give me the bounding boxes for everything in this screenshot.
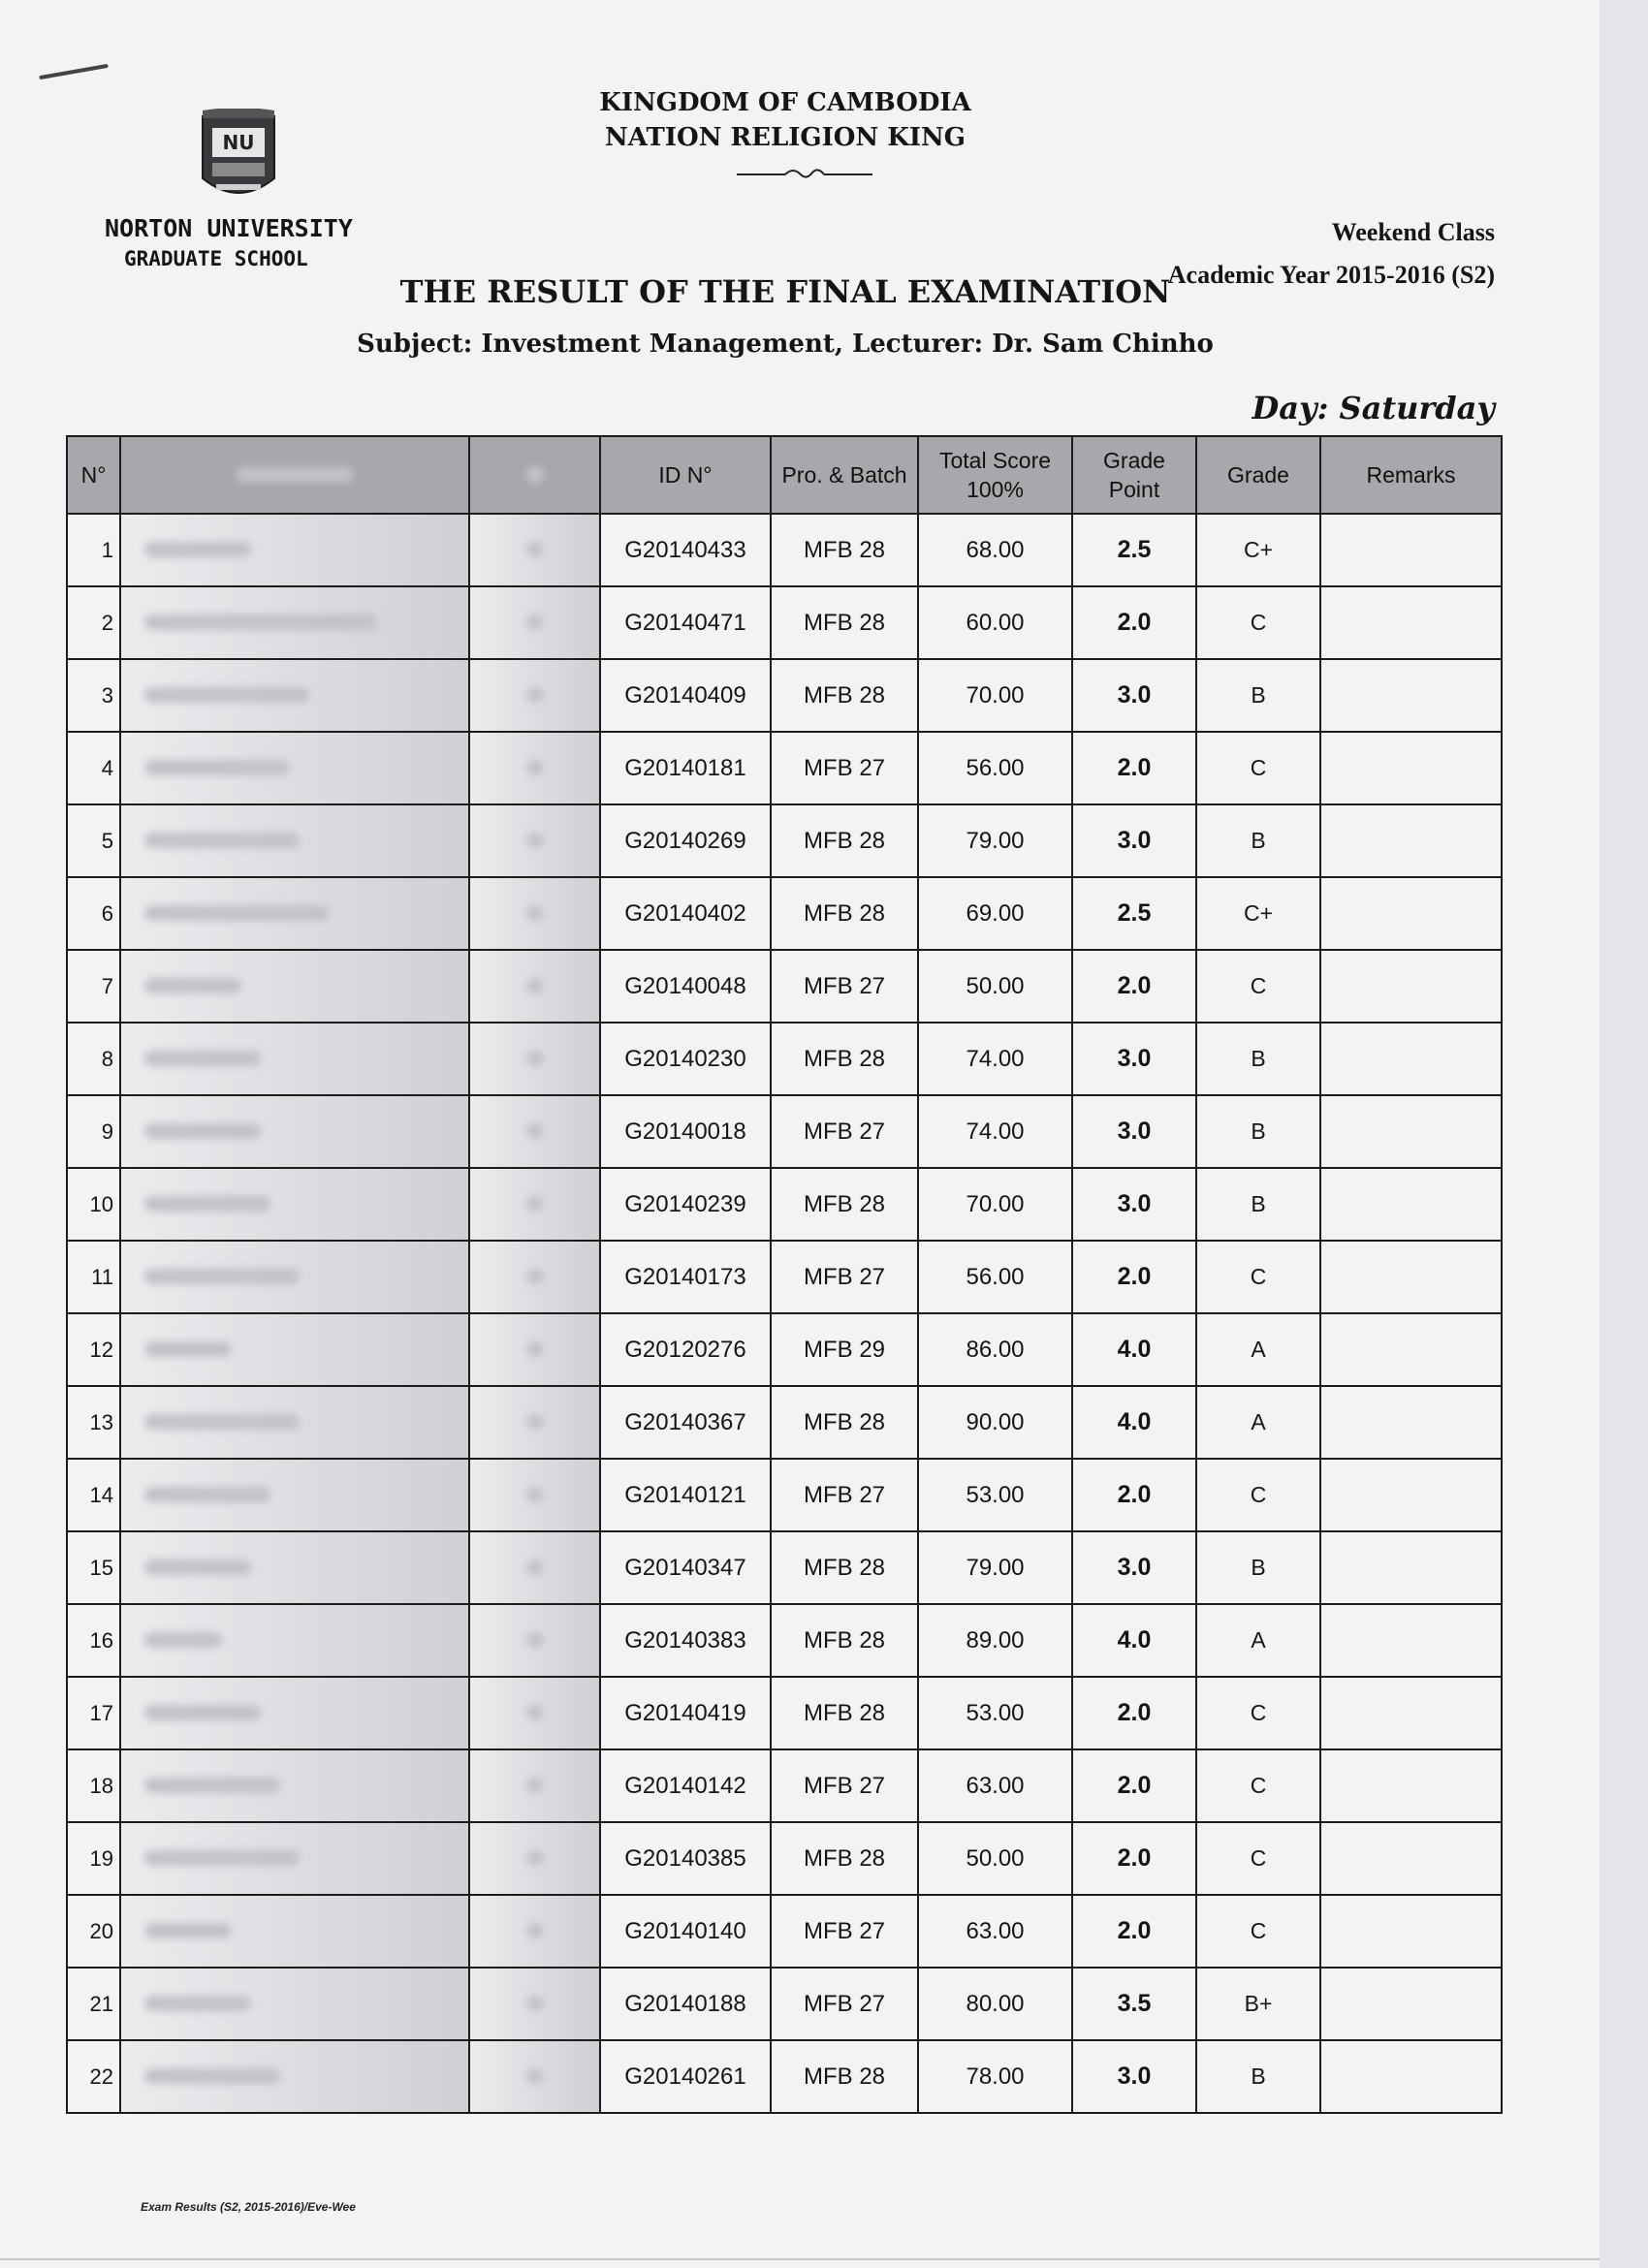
cell-grade: B [1196, 659, 1320, 732]
table-row [67, 1677, 1502, 1749]
cell-remarks [1320, 732, 1502, 804]
redacted-sex-blur [526, 1123, 544, 1139]
cell-batch: MFB 27 [771, 1749, 918, 1822]
redacted-sex-blur [526, 1341, 544, 1357]
cell-grade: B [1196, 1023, 1320, 1095]
redacted-name-blur [144, 1850, 300, 1866]
cell-grade-point: 2.0 [1072, 1677, 1196, 1749]
cell-redacted-name [120, 950, 469, 1023]
cell-id: G20140385 [600, 1822, 771, 1895]
col-header-grade: Grade [1196, 436, 1320, 514]
cell-redacted-sex [469, 1241, 600, 1313]
cell-no: 11 [67, 1241, 120, 1313]
redacted-sex-blur [526, 1269, 544, 1284]
cell-grade: C [1196, 586, 1320, 659]
cell-remarks [1320, 877, 1502, 950]
cell-redacted-sex [469, 2040, 600, 2113]
cell-grade-point: 3.0 [1072, 1023, 1196, 1095]
cell-batch: MFB 27 [771, 1241, 918, 1313]
cell-redacted-name [120, 1968, 469, 2040]
university-name: NORTON UNIVERSITY [105, 214, 353, 242]
cell-batch: MFB 28 [771, 804, 918, 877]
svg-text:NU: NU [222, 131, 255, 154]
cell-score: 70.00 [918, 659, 1072, 732]
cell-grade: C [1196, 1895, 1320, 1968]
cell-remarks [1320, 1386, 1502, 1459]
cell-batch: MFB 28 [771, 1677, 918, 1749]
cell-redacted-sex [469, 1023, 600, 1095]
cell-id: G20140181 [600, 732, 771, 804]
cell-remarks [1320, 1895, 1502, 1968]
cell-batch: MFB 28 [771, 2040, 918, 2113]
cell-batch: MFB 27 [771, 732, 918, 804]
redacted-name-blur [144, 978, 241, 993]
cell-remarks [1320, 1023, 1502, 1095]
table-row [67, 804, 1502, 877]
results-body [67, 514, 1502, 2113]
cell-redacted-sex [469, 950, 600, 1023]
cell-redacted-name [120, 1313, 469, 1386]
cell-id: G20140230 [600, 1023, 771, 1095]
redacted-sex-blur [526, 1559, 544, 1575]
cell-redacted-name [120, 1023, 469, 1095]
cell-grade: C [1196, 1822, 1320, 1895]
cell-score: 69.00 [918, 877, 1072, 950]
cell-grade: C [1196, 732, 1320, 804]
cell-redacted-name [120, 514, 469, 586]
cell-no: 12 [67, 1313, 120, 1386]
table-row [67, 1895, 1502, 1968]
cell-score: 50.00 [918, 950, 1072, 1023]
table-row [67, 1023, 1502, 1095]
cell-redacted-sex [469, 1604, 600, 1677]
cell-no: 4 [67, 732, 120, 804]
cell-id: G20140471 [600, 586, 771, 659]
cell-no: 7 [67, 950, 120, 1023]
cell-redacted-name [120, 1749, 469, 1822]
redacted-sex-blur [526, 1051, 544, 1066]
cell-no: 16 [67, 1604, 120, 1677]
cell-id: G20120276 [600, 1313, 771, 1386]
col-header-id: ID N° [600, 436, 771, 514]
cell-redacted-sex [469, 1895, 600, 1968]
flourish-ornament [737, 165, 872, 180]
table-header-row [67, 436, 1502, 514]
cell-id: G20140142 [600, 1749, 771, 1822]
cell-remarks [1320, 1749, 1502, 1822]
cell-no: 14 [67, 1459, 120, 1531]
cell-grade-point: 2.0 [1072, 1241, 1196, 1313]
cell-grade-point: 3.0 [1072, 2040, 1196, 2113]
cell-score: 56.00 [918, 1241, 1072, 1313]
cell-redacted-name [120, 1677, 469, 1749]
redacted-sex-blur [526, 1923, 544, 1938]
redacted-name-blur [144, 687, 309, 703]
table-row [67, 1604, 1502, 1677]
cell-batch: MFB 28 [771, 1531, 918, 1604]
cell-score: 56.00 [918, 732, 1072, 804]
cell-remarks [1320, 2040, 1502, 2113]
redacted-sex-blur [526, 687, 544, 703]
table-row [67, 1749, 1502, 1822]
redacted-sex-blur [526, 978, 544, 993]
cell-id: G20140048 [600, 950, 771, 1023]
cell-remarks [1320, 1677, 1502, 1749]
col-header-total-score [918, 436, 1072, 514]
table-row [67, 1095, 1502, 1168]
cell-grade-point: 3.0 [1072, 659, 1196, 732]
redacted-name-blur [144, 1632, 222, 1648]
redacted-sex-blur [526, 833, 544, 848]
cell-redacted-name [120, 1531, 469, 1604]
cell-redacted-name [120, 1241, 469, 1313]
cell-grade-point: 3.0 [1072, 1531, 1196, 1604]
redacted-sex-blur [526, 1778, 544, 1793]
table-row [67, 1822, 1502, 1895]
cell-grade-point: 2.5 [1072, 514, 1196, 586]
cell-batch: MFB 28 [771, 1386, 918, 1459]
table-row [67, 1241, 1502, 1313]
cell-remarks [1320, 1968, 1502, 2040]
cell-grade: B [1196, 1095, 1320, 1168]
cell-score: 86.00 [918, 1313, 1072, 1386]
cell-score: 50.00 [918, 1822, 1072, 1895]
grade-point-label: Grade [1103, 448, 1165, 473]
cell-redacted-sex [469, 1968, 600, 2040]
table-row [67, 1313, 1502, 1386]
cell-score: 80.00 [918, 1968, 1072, 2040]
redacted-sex-blur [526, 905, 544, 921]
redacted-name-blur [144, 1414, 300, 1430]
cell-id: G20140433 [600, 514, 771, 586]
document-reference: Exam Results (S2, 2015-2016)/Eve-Wee [141, 2200, 356, 2214]
cell-batch: MFB 27 [771, 1459, 918, 1531]
redacted-name-blur [144, 542, 251, 557]
cell-redacted-name [120, 1459, 469, 1531]
cell-redacted-sex [469, 732, 600, 804]
col-header-redacted-sex [469, 436, 600, 514]
cell-no: 9 [67, 1095, 120, 1168]
redacted-sex-blur [526, 760, 544, 775]
cell-redacted-sex [469, 1749, 600, 1822]
cell-grade-point: 2.5 [1072, 877, 1196, 950]
cell-batch: MFB 28 [771, 1023, 918, 1095]
cell-batch: MFB 29 [771, 1313, 918, 1386]
cell-id: G20140018 [600, 1095, 771, 1168]
cell-batch: MFB 28 [771, 1822, 918, 1895]
cell-redacted-sex [469, 1459, 600, 1531]
cell-grade: B+ [1196, 1968, 1320, 2040]
col-header-remarks: Remarks [1320, 436, 1502, 514]
cell-score: 74.00 [918, 1095, 1072, 1168]
kingdom-heading [582, 85, 989, 155]
cell-redacted-sex [469, 514, 600, 586]
redacted-name-blur [144, 833, 300, 848]
cell-no: 2 [67, 586, 120, 659]
cell-batch: MFB 28 [771, 514, 918, 586]
cell-score: 79.00 [918, 804, 1072, 877]
page-edge [1600, 0, 1648, 2268]
cell-redacted-name [120, 1895, 469, 1968]
cell-score: 74.00 [918, 1023, 1072, 1095]
redacted-sex-blur [526, 614, 544, 630]
table-row [67, 1531, 1502, 1604]
cell-batch: MFB 27 [771, 950, 918, 1023]
cell-redacted-name [120, 1168, 469, 1241]
redacted-sex-blur [526, 1705, 544, 1720]
total-score-sub: 100% [967, 477, 1024, 502]
cell-no: 15 [67, 1531, 120, 1604]
cell-redacted-name [120, 2040, 469, 2113]
redacted-sex-blur [526, 2068, 544, 2084]
cell-grade-point: 3.5 [1072, 1968, 1196, 2040]
cell-score: 79.00 [918, 1531, 1072, 1604]
redacted-name-blur [144, 1196, 270, 1212]
redacted-name-blur [144, 1559, 251, 1575]
table-row [67, 1168, 1502, 1241]
class-info [1168, 211, 1495, 297]
redacted-name-blur [144, 1996, 251, 2011]
cell-id: G20140419 [600, 1677, 771, 1749]
col-header-redacted-name [120, 436, 469, 514]
col-header-no: N° [67, 436, 120, 514]
cell-no: 17 [67, 1677, 120, 1749]
redacted-name-blur [144, 1051, 261, 1066]
cell-no: 5 [67, 804, 120, 877]
cell-redacted-name [120, 877, 469, 950]
cell-id: G20140269 [600, 804, 771, 877]
cell-batch: MFB 27 [771, 1968, 918, 2040]
cell-redacted-sex [469, 1531, 600, 1604]
cell-id: G20140402 [600, 877, 771, 950]
results-table [66, 435, 1503, 2114]
redacted-name-blur [144, 1341, 232, 1357]
cell-grade: B [1196, 2040, 1320, 2113]
table-row [67, 732, 1502, 804]
cell-score: 78.00 [918, 2040, 1072, 2113]
cell-remarks [1320, 1604, 1502, 1677]
cell-remarks [1320, 804, 1502, 877]
cell-remarks [1320, 1531, 1502, 1604]
cell-id: G20140383 [600, 1604, 771, 1677]
cell-score: 53.00 [918, 1459, 1072, 1531]
cell-no: 18 [67, 1749, 120, 1822]
cell-remarks [1320, 1168, 1502, 1241]
cell-remarks [1320, 1459, 1502, 1531]
cell-batch: MFB 28 [771, 877, 918, 950]
cell-remarks [1320, 586, 1502, 659]
cell-redacted-sex [469, 1677, 600, 1749]
cell-no: 10 [67, 1168, 120, 1241]
table-row [67, 659, 1502, 732]
cell-grade: A [1196, 1604, 1320, 1677]
cell-grade-point: 3.0 [1072, 1168, 1196, 1241]
cell-batch: MFB 27 [771, 1895, 918, 1968]
redacted-name-blur [144, 905, 329, 921]
cell-grade: C [1196, 1459, 1320, 1531]
subject-line: Subject: Investment Management, Lecturer: Dr. Sam Chinho [357, 330, 1214, 359]
university-logo [199, 109, 278, 207]
cell-grade-point: 2.0 [1072, 1459, 1196, 1531]
cell-redacted-sex [469, 659, 600, 732]
redacted-sex-blur [526, 542, 544, 557]
cell-remarks [1320, 1313, 1502, 1386]
cell-id: G20140409 [600, 659, 771, 732]
table-row [67, 877, 1502, 950]
cell-redacted-sex [469, 586, 600, 659]
cell-score: 89.00 [918, 1604, 1072, 1677]
redacted-name-blur [144, 1123, 261, 1139]
academic-year: Academic Year 2015-2016 (S2) [1167, 261, 1495, 289]
cell-grade: C [1196, 950, 1320, 1023]
table-row [67, 586, 1502, 659]
cell-id: G20140121 [600, 1459, 771, 1531]
cell-redacted-name [120, 732, 469, 804]
cell-score: 63.00 [918, 1895, 1072, 1968]
cell-no: 22 [67, 2040, 120, 2113]
cell-grade-point: 2.0 [1072, 1822, 1196, 1895]
cell-redacted-name [120, 659, 469, 732]
cell-redacted-sex [469, 1313, 600, 1386]
cell-batch: MFB 28 [771, 586, 918, 659]
redacted-sex-blur [526, 1487, 544, 1502]
cell-id: G20140188 [600, 1968, 771, 2040]
cell-redacted-name [120, 1604, 469, 1677]
cell-redacted-name [120, 586, 469, 659]
cell-grade-point: 2.0 [1072, 732, 1196, 804]
grade-point-sub: Point [1108, 477, 1160, 502]
cell-remarks [1320, 1241, 1502, 1313]
cell-id: G20140261 [600, 2040, 771, 2113]
national-motto: NATION RELIGION KING [605, 123, 966, 152]
cell-grade: C+ [1196, 514, 1320, 586]
redacted-name-blur [144, 1778, 280, 1793]
cell-no: 21 [67, 1968, 120, 2040]
cell-remarks [1320, 514, 1502, 586]
cell-id: G20140239 [600, 1168, 771, 1241]
cell-redacted-sex [469, 1822, 600, 1895]
cell-no: 1 [67, 514, 120, 586]
redacted-name-blur [144, 760, 290, 775]
cell-grade: C [1196, 1749, 1320, 1822]
cell-no: 13 [67, 1386, 120, 1459]
cell-grade: C [1196, 1241, 1320, 1313]
cell-no: 8 [67, 1023, 120, 1095]
cell-redacted-name [120, 1386, 469, 1459]
redacted-sex-blur [526, 1196, 544, 1212]
cell-remarks [1320, 950, 1502, 1023]
cell-remarks [1320, 1822, 1502, 1895]
cell-no: 6 [67, 877, 120, 950]
cell-redacted-name [120, 1822, 469, 1895]
cell-grade: B [1196, 1531, 1320, 1604]
cell-grade-point: 4.0 [1072, 1604, 1196, 1677]
cell-grade-point: 3.0 [1072, 1095, 1196, 1168]
cell-remarks [1320, 659, 1502, 732]
table-row [67, 950, 1502, 1023]
cell-grade-point: 4.0 [1072, 1386, 1196, 1459]
cell-grade-point: 2.0 [1072, 1749, 1196, 1822]
cell-batch: MFB 28 [771, 1168, 918, 1241]
cell-score: 60.00 [918, 586, 1072, 659]
cell-grade: C+ [1196, 877, 1320, 950]
redacted-name-blur [144, 2068, 280, 2084]
redacted-name-blur [144, 614, 377, 630]
cell-id: G20140347 [600, 1531, 771, 1604]
redacted-name-blur [144, 1269, 300, 1284]
cell-batch: MFB 28 [771, 659, 918, 732]
page-title: THE RESULT OF THE FINAL EXAMINATION [399, 273, 1171, 310]
cell-grade-point: 3.0 [1072, 804, 1196, 877]
cell-remarks [1320, 1095, 1502, 1168]
cell-score: 90.00 [918, 1386, 1072, 1459]
redacted-sex-blur [526, 1632, 544, 1648]
cell-no: 3 [67, 659, 120, 732]
scan-mark [39, 64, 109, 79]
cell-grade-point: 2.0 [1072, 586, 1196, 659]
table-row [67, 1386, 1502, 1459]
cell-grade: B [1196, 1168, 1320, 1241]
cell-score: 53.00 [918, 1677, 1072, 1749]
cell-grade-point: 2.0 [1072, 1895, 1196, 1968]
cell-no: 19 [67, 1822, 120, 1895]
cell-grade-point: 2.0 [1072, 950, 1196, 1023]
total-score-label: Total Score [938, 448, 1052, 473]
cell-id: G20140173 [600, 1241, 771, 1313]
redacted-sex-blur [526, 1996, 544, 2011]
cell-score: 70.00 [918, 1168, 1072, 1241]
redacted-name-blur [144, 1487, 270, 1502]
cell-redacted-sex [469, 1095, 600, 1168]
cell-no: 20 [67, 1895, 120, 1968]
table-row [67, 514, 1502, 586]
cell-grade: A [1196, 1386, 1320, 1459]
cell-id: G20140367 [600, 1386, 771, 1459]
cell-redacted-name [120, 1095, 469, 1168]
cell-redacted-sex [469, 804, 600, 877]
col-header-grade-point [1072, 436, 1196, 514]
redacted-sex-blur [526, 1414, 544, 1430]
redacted-sex-blur [526, 1850, 544, 1866]
cell-score: 63.00 [918, 1749, 1072, 1822]
redacted-name-blur [144, 1923, 232, 1938]
table-row [67, 1968, 1502, 2040]
page-bottom-line [0, 2258, 1600, 2260]
cell-grade-point: 4.0 [1072, 1313, 1196, 1386]
cell-grade: B [1196, 804, 1320, 877]
exam-day: Day: Saturday [1252, 390, 1495, 426]
cell-score: 68.00 [918, 514, 1072, 586]
university-block [105, 213, 396, 273]
cell-redacted-sex [469, 877, 600, 950]
redacted-name-blur [144, 1705, 261, 1720]
table-row [67, 1459, 1502, 1531]
cell-batch: MFB 28 [771, 1604, 918, 1677]
cell-grade: C [1196, 1677, 1320, 1749]
table-row [67, 2040, 1502, 2113]
cell-redacted-name [120, 804, 469, 877]
class-type: Weekend Class [1331, 218, 1495, 246]
kingdom-title: KINGDOM OF CAMBODIA [599, 88, 971, 117]
school-name: GRADUATE SCHOOL [124, 247, 308, 270]
cell-batch: MFB 27 [771, 1095, 918, 1168]
cell-id: G20140140 [600, 1895, 771, 1968]
cell-redacted-sex [469, 1386, 600, 1459]
col-header-batch: Pro. & Batch [771, 436, 918, 514]
cell-grade: A [1196, 1313, 1320, 1386]
cell-redacted-sex [469, 1168, 600, 1241]
